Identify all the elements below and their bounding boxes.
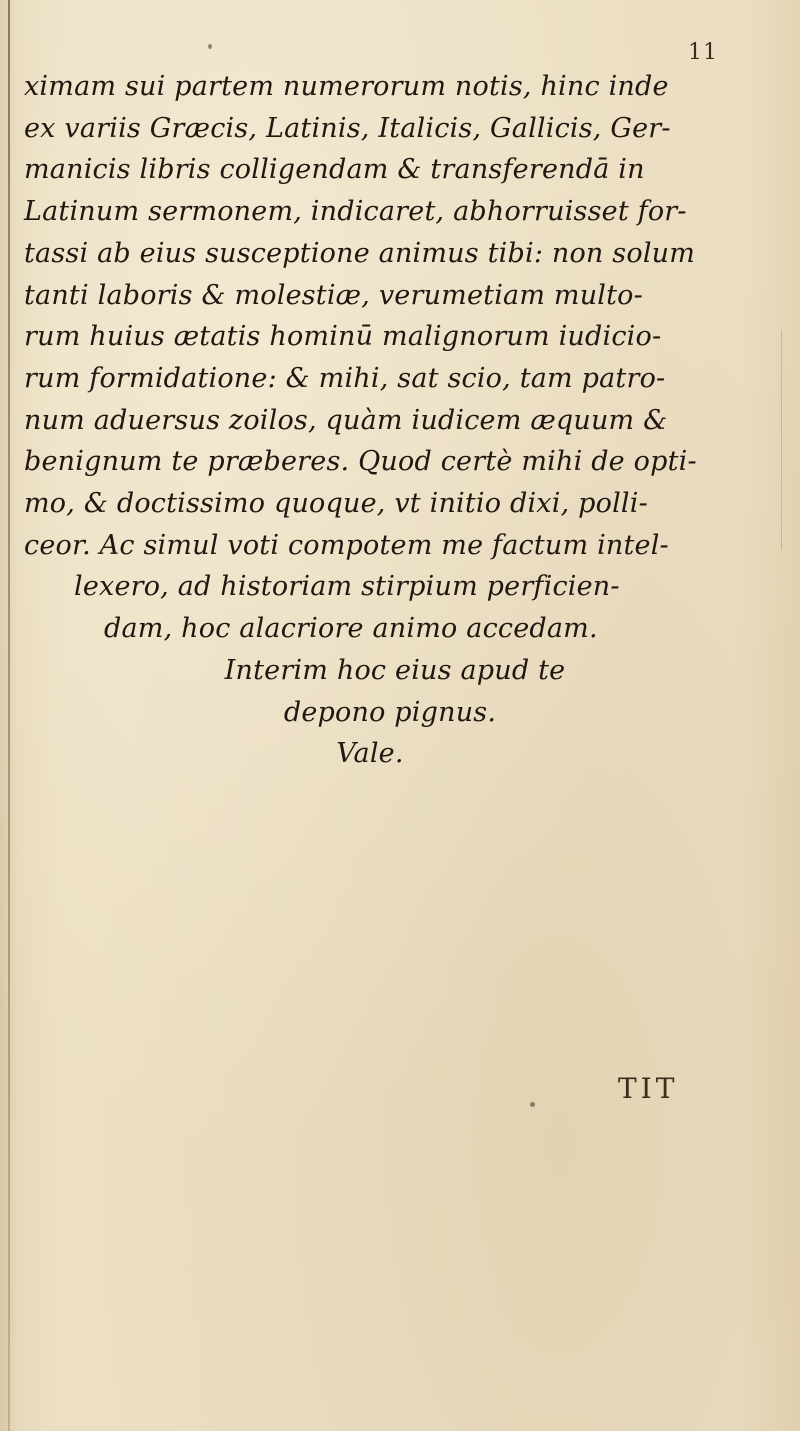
catchword: TIT [618,1072,679,1105]
text-line: manicis libris colligendam & transferendā in [24,154,645,186]
text-line: Latinum sermonem, indicaret, abhorruisset for- [24,196,687,228]
text-line: mo, & doctissimo quoque, vt initio dixi, polli- [24,488,648,520]
text-line: lexero, ad historiam stirpium perficien- [74,571,620,603]
text-line: ex variis Græcis, Latinis, Italicis, Gallicis, Ger- [24,112,671,144]
text-line: Vale. [336,738,404,770]
text-line: dam, hoc alacriore animo accedam. [104,613,598,645]
text-line: tassi ab eius susceptione animus tibi: non solum [24,237,696,269]
text-line: Interim hoc eius apud te [224,654,566,686]
text-line: rum huius ætatis hominū malignorum iudicio- [24,321,662,353]
binding-edge [8,0,10,1431]
ink-speck [208,44,212,49]
text-line: ceor. Ac simul voti compotem me factum intel- [24,529,669,561]
text-line: depono pignus. [283,696,497,728]
page-number: 11 [688,40,718,65]
ink-speck [530,1102,535,1107]
text-block [24,66,786,775]
text-line: benignum te præberes. Quod certè mihi de opti- [24,446,697,478]
text-line: rum formidatione: & mihi, sat scio, tam patro- [24,362,666,394]
text-line: num aduersus zoilos, quàm iudicem æquum & [24,404,668,436]
text-line: tanti laboris & molestiæ, verumetiam multo- [24,279,643,311]
text-line: ximam sui partem numerorum notis, hinc inde [24,71,669,102]
